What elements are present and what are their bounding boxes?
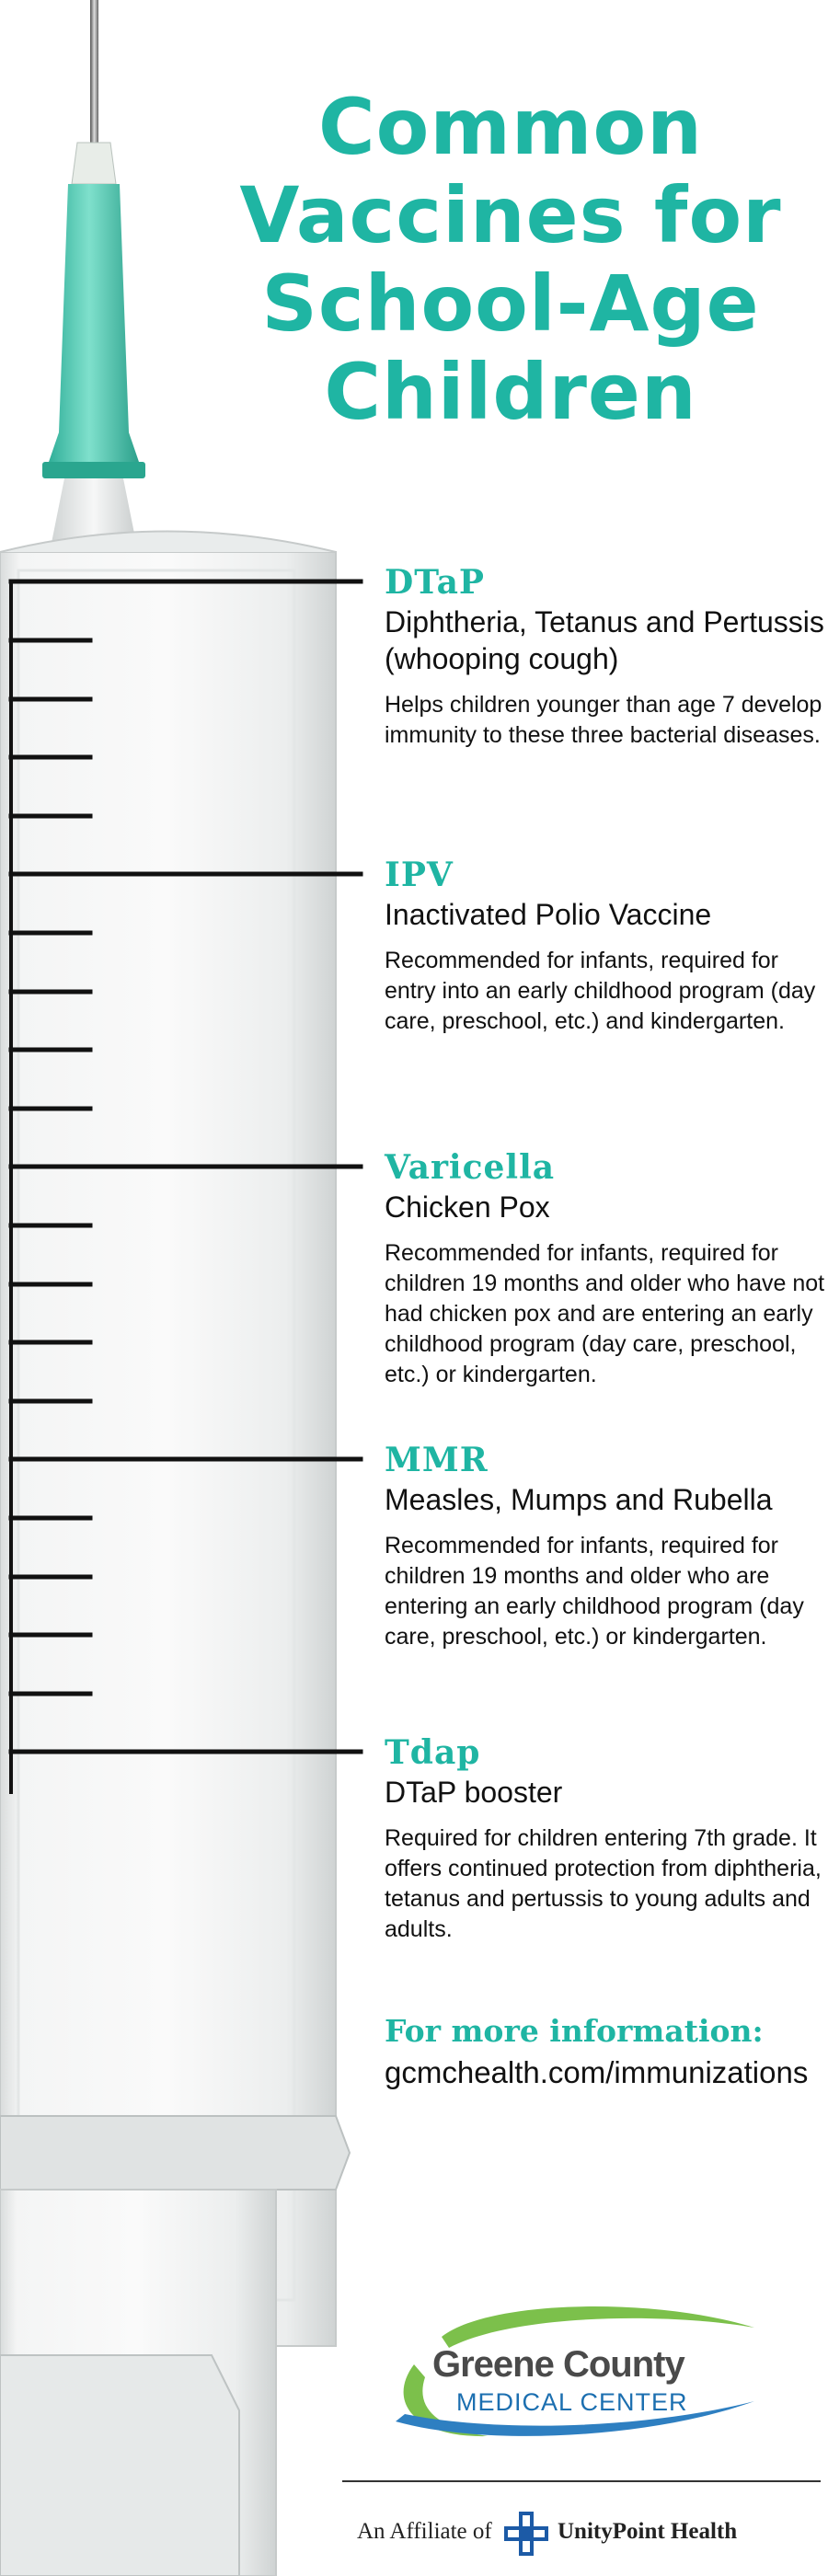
more-info bbox=[385, 2013, 826, 2092]
vaccine-full-name: Measles, Mumps and Rubella bbox=[385, 1483, 773, 1516]
vaccine-description: Recommended for infants, required for entry into an early childhood program (day care, preschool, etc.) and kindergarten. bbox=[385, 948, 816, 1034]
affiliate-label: An Affiliate of bbox=[357, 2519, 492, 2544]
vaccine-name: MMR bbox=[385, 1441, 489, 1479]
vaccine-full-name: Diphtheria, Tetanus and Pertussis (whooping cough) bbox=[385, 605, 824, 675]
greene-county-logo bbox=[377, 2300, 764, 2438]
vaccine-description: Helps children younger than age 7 develop immunity to these three bacterial diseases. bbox=[385, 692, 822, 748]
more-info-label: For more information: bbox=[385, 2013, 764, 2049]
vaccine-description: Recommended for infants, required for children 19 months and older who have not had chicken pox and are entering an early childhood program (day care, preschool, etc.) or kindergarten. bbox=[385, 1240, 825, 1387]
logo-subtitle: MEDICAL CENTER bbox=[456, 2388, 688, 2416]
vaccine-name: Varicella bbox=[385, 1148, 556, 1187]
vaccine-full-name: Inactivated Polio Vaccine bbox=[385, 898, 712, 931]
vaccine-ipv bbox=[385, 856, 826, 1037]
page-title bbox=[193, 83, 828, 436]
vaccine-varicella bbox=[385, 1148, 826, 1390]
needle bbox=[90, 0, 98, 147]
footer-divider bbox=[342, 2480, 821, 2482]
vaccine-full-name: DTaP booster bbox=[385, 1776, 563, 1809]
needle-hub bbox=[48, 184, 140, 465]
unitypoint-cross-icon bbox=[502, 2510, 550, 2558]
syringe-barrel bbox=[0, 552, 336, 2346]
vaccine-name: Tdap bbox=[385, 1733, 481, 1772]
title-line: Children bbox=[324, 347, 697, 437]
title-line: School-Age bbox=[261, 259, 760, 349]
affiliate-line bbox=[357, 2504, 826, 2559]
vaccine-description: Required for children entering 7th grade. It offers continued protection from diphtheria, tetanus and pertussis to young adults and adults. bbox=[385, 1825, 822, 1942]
syringe-flange bbox=[0, 2116, 350, 2190]
vaccine-mmr bbox=[385, 1441, 826, 1652]
syringe-plunger bbox=[0, 2355, 239, 2576]
title-line: Vaccines for bbox=[239, 170, 782, 260]
affiliate-brand: UnityPoint Health bbox=[558, 2519, 738, 2544]
logo-name: Greene County bbox=[432, 2344, 684, 2385]
needle-hub-tip bbox=[72, 143, 116, 184]
title-line: Common bbox=[318, 82, 703, 172]
vaccine-full-name: Chicken Pox bbox=[385, 1190, 550, 1224]
vaccine-tdap bbox=[385, 1733, 826, 1945]
vaccine-name: DTaP bbox=[385, 563, 485, 602]
vaccine-description: Recommended for infants, required for children 19 months and older who are entering an early childhood program (day care, preschool, etc.) or kindergarten. bbox=[385, 1533, 804, 1650]
vaccine-dtap bbox=[385, 563, 826, 751]
vaccine-name: IPV bbox=[385, 856, 454, 894]
more-info-link[interactable]: gcmchealth.com/immunizations bbox=[385, 2055, 809, 2089]
